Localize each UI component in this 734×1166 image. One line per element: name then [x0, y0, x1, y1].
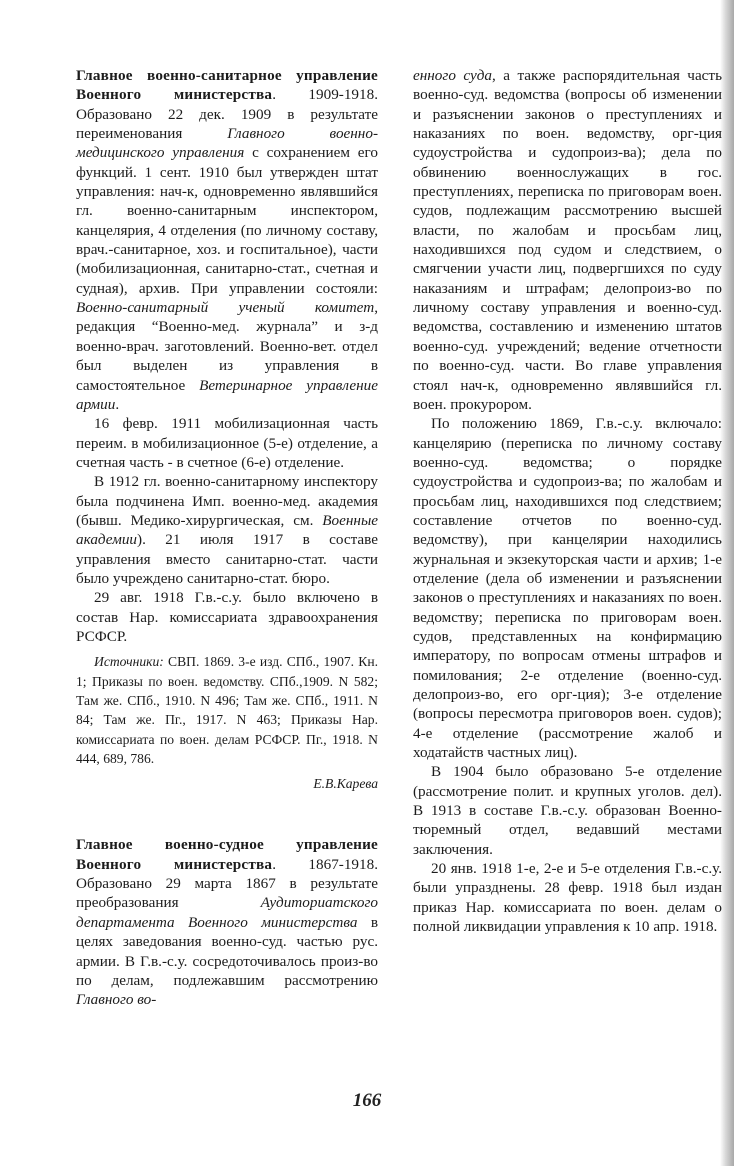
text-run: Образовано 22 дек. 1909 в результате переименования	[76, 105, 378, 143]
article-1-intro: Главное военно-санитарное управление Военного министерства. 1909-1918. Образовано 22 дек. 1909 в результате переименования Главного военно-медицинского управления с сохранением его функций. 1 сент. 1910 был утвержден штат управления: нач-к, одновременно являвшийся гл. военно-санитарным инспектором, канцелярия, 4 отделения (по личному составу, врач.-санитарное, хоз. и госпитальное), части (мобилизационная, санитарно-стат., счетная и судная), архив. При управлении состояли: Военно-санитарный ученый комитет, редакция “Военно-мед. журнала” и з-д военно-врач. заготовлений. Военно-вет. отдел был выделен из управления в самостоятельное Ветеринарное управление армии.	[76, 67, 379, 413]
article-2-title: Главное военно-судное управление Военного министерства	[76, 836, 378, 873]
article-2-paragraph: По положению 1869, Г.в.-с.у. включало: канцелярию (переписка по личному составу военно-суд. ведомства; о порядке судоустройства и судопроиз-ва; по жалобам и просьбам лиц, находившихся под следствием; составление отчетов по военно-суд. ведомству), при канцелярии находились журнальная и экзекуторская части и архив; 1-е отделение (дела об изменении и разъяснении законов о преступлениях и наказаниях по воен. ведомству; переписка по приговорам воен. судов, представленных на конфирмацию императору, по вопросам отмены штрафов и помилования; 2-е отделение (военно-суд. делопроиз-во, его орг-ция); 3-е отделение (вопросы пересмотра приговоров воен. судов); 4-е отделение (рассмотрение жалоб и ходатайств частных лиц).	[413, 415, 722, 762]
cross-reference: енного суда	[413, 67, 492, 84]
article-2-paragraph: 20 янв. 1918 1-е, 2-е и 5-е отделения Г.в.-с.у. были упразднены. 28 февр. 1918 был издан приказ Нар. комиссариата по воен. делам о полной ликвидации управления к 10 апр. 1918.	[413, 860, 722, 936]
article-1-paragraph: 16 февр. 1911 мобилизационная часть переим. в мобилизационное (5-е) отделение, а счетная часть - в счетное (6-е) отделение.	[76, 415, 378, 471]
article-1-author: Е.В.Карева	[313, 776, 378, 792]
article-1-years: 1909-1918.	[308, 86, 379, 104]
article-2-intro: Главное военно-судное управление Военного министерства. 1867-1918. Образовано 29 марта 1867 в результате преобразования Аудиториатского департамента Военного министерства в целях заведования военно-суд. частью рус. армии. В Г.в.-с.у. сосредоточивалось произ-во по делам, подлежавшим рассмотрению Главного во-	[76, 836, 379, 1009]
sources-label: Источники:	[94, 654, 164, 670]
text-run: , редакция “Военно-мед. журнала” и з-д военно-врач. заготовлений. Военно-вет. отдел был выделен из управления в самостоятельное	[76, 299, 378, 394]
text-run: .	[115, 395, 120, 413]
text-run: Образовано 29 марта 1867 в результате преобразования	[76, 875, 378, 912]
article-1-paragraph	[76, 472, 378, 588]
cross-reference: Аудиториатского департамента Военного министерства	[76, 894, 378, 931]
page-number: 166	[352, 1090, 382, 1111]
cross-reference: Главного во-	[76, 991, 157, 1009]
page-edge-shadow	[720, 0, 734, 1166]
article-1-paragraph: 29 авг. 1918 Г.в.-с.у. было включено в состав Нар. комиссариата здравоохранения РСФСР.	[76, 589, 378, 645]
cross-reference: Главного военно-медицинского управления	[76, 125, 378, 162]
article-1-sources	[76, 652, 378, 768]
cross-reference: Ветеринарное управление армии	[76, 376, 378, 413]
text-run: , а также распорядительная часть военно-суд. ведомства (вопросы об изменении и разъяснении законов о преступлениях и наказаниях по воен. ведомству, орг-ция судоустройства и судопроиз-ва); дела по обвинению военнослужащих в гос. преступлениях, переписка по приговорам воен. судов, подлежащим рассмотрению высшей власти, по жалобам и просьбам лиц, находившихся под судом и следствием, о смягчении участи лиц, подвергшихся по суду наказаниям и штрафам; делопроиз-во по личному составу управления и военно-суд. ведомства, составлению и изменению штатов военно-суд. учреждений; ведение отчетности по военно-суд. части. Во главе управления стоял нач-к, одновременно являвшийся гл. воен. прокурором.	[413, 67, 722, 413]
right-column	[413, 66, 722, 936]
article-2-years: 1867-1918.	[308, 855, 379, 873]
article-2-continuation	[413, 66, 722, 414]
cross-reference: Военные академии	[76, 511, 378, 549]
article-2-paragraph: В 1904 было образовано 5-е отделение (рассмотрение полит. и крупных уголов. дел). В 1913 в составе Г.в.-с.у. образован Военно-тюремный отдел, ведавший местами заключения.	[413, 763, 722, 858]
sources-text: СВП. 1869. 3-е изд. СПб., 1907. Кн. 1; Приказы по воен. ведомству. СПб.,1909. N 582; Там же. СПб., 1910. N 496; Там же. СПб., 1911. N 84; Там же. Пг., 1917. N 463; Приказы Нар. комиссариата по воен. делам РСФСР. Пг., 1918. N 444, 689, 786.	[76, 654, 378, 766]
text-run: в целях заведования военно-суд. частью рус. армии. В Г.в.-с.у. сосредоточивалось произ-во по делам, подлежавшим рассмотрению	[76, 913, 378, 989]
article-1-title: Главное военно-санитарное управление Военного министерства	[76, 67, 378, 104]
text-run: с сохранением его функций. 1 сент. 1910 был утвержден штат управления: нач-к, одновременно являвшийся гл. военно-санитарным инспектором, канцелярия, 4 отделения (по личному составу, врач.-санитарное, хоз. и госпитальное), части (мобилизационная, санитарно-стат., счетная и судная), архив. При управлении состояли:	[76, 144, 378, 297]
text-run: ). 21 июля 1917 в составе управления вместо санитарно-стат. части было учреждено санитарно-стат. бюро.	[76, 531, 378, 587]
left-column	[76, 66, 378, 1010]
cross-reference: Военно-санитарный ученый комитет	[76, 299, 375, 317]
text-run: В 1912 гл. военно-санитарному инспектору была подчинена Имп. военно-мед. академия (бывш. Медико-хирургическая, см.	[76, 473, 378, 529]
